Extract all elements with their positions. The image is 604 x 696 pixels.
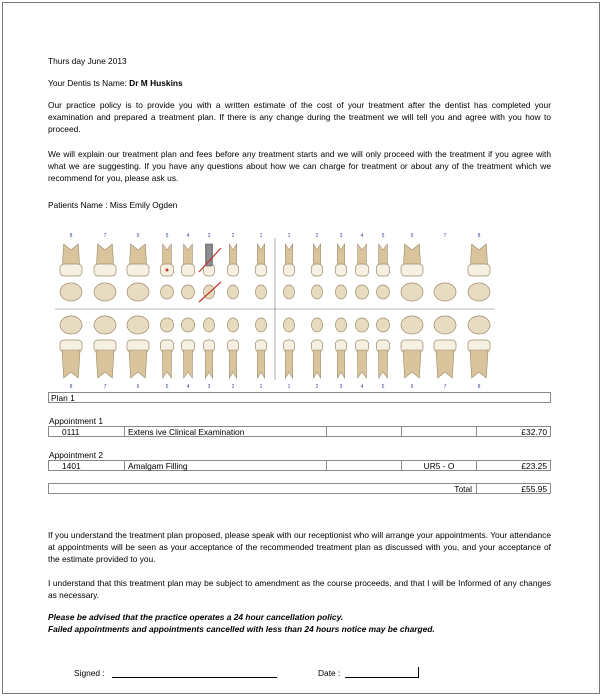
- upper-tooth-number: 6: [410, 233, 414, 239]
- upper-tooth-occlusal: [182, 285, 195, 299]
- lower-tooth-root: [62, 350, 80, 378]
- upper-tooth-crown: [468, 264, 490, 276]
- dentist-name: Dr M Huskins: [129, 78, 183, 88]
- upper-tooth-crown: [60, 264, 82, 276]
- letter-date: Thurs day June 2013: [48, 56, 127, 66]
- lower-tooth-occlusal: [60, 316, 82, 334]
- upper-tooth-number: 2: [315, 233, 319, 239]
- upper-tooth-occlusal: [284, 285, 295, 299]
- lower-tooth-number: 3: [339, 384, 343, 390]
- upper-tooth-crown: [312, 264, 323, 276]
- lower-tooth-number: 7: [103, 384, 107, 390]
- upper-tooth-occlusal: [468, 283, 490, 301]
- upper-tooth-occlusal: [94, 283, 116, 301]
- lower-tooth-occlusal: [161, 318, 174, 332]
- upper-tooth-occlusal: [161, 285, 174, 299]
- upper-tooth-number: 4: [186, 233, 190, 239]
- lower-tooth-occlusal: [377, 318, 390, 332]
- upper-tooth-occlusal: [356, 285, 369, 299]
- lower-tooth-number: 1: [287, 384, 291, 390]
- lower-tooth-number: 5: [381, 384, 385, 390]
- lower-tooth-root: [436, 350, 454, 378]
- policy-paragraph: Our practice policy is to provide you with a written estimate of the cost of your treatment after the dentist has completed your examination and prepared a treatment plan. If there is any change during the treatment we will tell you and agree with you how to proceed.: [48, 100, 551, 135]
- appointment-2-row: [48, 460, 551, 471]
- upper-tooth-number: 1: [287, 233, 291, 239]
- text-cursor: [418, 667, 419, 678]
- upper-tooth-crown: [94, 264, 116, 276]
- lower-tooth-occlusal: [182, 318, 195, 332]
- lower-tooth-root: [358, 350, 367, 378]
- lower-tooth-numbers: [70, 384, 481, 390]
- acceptance-paragraph: If you understand the treatment plan proposed, please speak with our receptionist who will arrange your appointments. Your attendance at appointments will be seen as your acceptance of the recommended treatment plan as discussed with you, and your acceptance of the estimate provided to you.: [48, 530, 551, 565]
- lower-tooth-occlusal: [356, 318, 369, 332]
- upper-tooth-occlusal: [256, 285, 267, 299]
- signature-line[interactable]: [112, 677, 277, 678]
- lower-tooth-root: [184, 350, 193, 378]
- appointment-1-tooth: [401, 427, 476, 436]
- upper-tooth-crown: [182, 264, 195, 276]
- upper-tooth-occlusal: [60, 283, 82, 301]
- upper-tooth-crown: [401, 264, 423, 276]
- total-value: £55.95: [476, 484, 550, 493]
- upper-tooth-crown: [377, 264, 390, 276]
- upper-tooth-crown: [284, 264, 295, 276]
- cancellation-policy: Please be advised that the practice operates a 24 hour cancellation policy.: [48, 612, 344, 622]
- dentist-label: Your Dentis ts Name:: [48, 78, 130, 88]
- upper-tooth-number: 8: [69, 233, 73, 239]
- lower-tooth-occlusal: [284, 318, 295, 332]
- lower-tooth-number: 3: [207, 384, 211, 390]
- upper-tooth-number: 3: [207, 233, 211, 239]
- lower-tooth-occlusal: [468, 316, 490, 334]
- upper-tooth-number: 6: [136, 233, 140, 239]
- lower-tooth-occlusal: [94, 316, 116, 334]
- upper-tooth-occlusal: [434, 283, 456, 301]
- appointment-2-description: Amalgam Filling: [124, 461, 376, 470]
- lower-tooth-occlusal: [228, 318, 239, 332]
- lower-tooth-root: [129, 350, 147, 378]
- upper-tooth-occlusal: [127, 283, 149, 301]
- upper-tooth-number: 5: [381, 233, 385, 239]
- upper-tooth-number: 7: [103, 233, 107, 239]
- upper-tooth-number: 5: [165, 233, 169, 239]
- lower-tooth-root: [403, 350, 421, 378]
- lower-tooth-number: 4: [360, 384, 364, 390]
- lower-tooth-occlusal: [401, 316, 423, 334]
- upper-tooth-number: 3: [339, 233, 343, 239]
- appointment-2-price: £23.25: [476, 461, 550, 470]
- lower-tooth-root: [379, 350, 388, 378]
- lower-tooth-root: [313, 350, 320, 378]
- amendment-paragraph: I understand that this treatment plan may be subject to amendment as the course proceeds, and that I will be Informed of any changes as necessary.: [48, 578, 551, 601]
- upper-tooth-crown: [228, 264, 239, 276]
- lower-tooth-occlusal: [434, 316, 456, 334]
- lower-tooth-occlusal: [127, 316, 149, 334]
- filling-marker: [166, 269, 169, 272]
- dentist-line: [48, 77, 183, 89]
- appointment-1-price: £32.70: [476, 427, 550, 436]
- patient-name: Patients Name : Miss Emily Ogden: [48, 200, 178, 210]
- appointment-1-description: Extens ive Clinical Examination: [124, 427, 376, 436]
- lower-tooth-number: 6: [410, 384, 414, 390]
- lower-tooth-root: [96, 350, 114, 378]
- lower-tooth-root: [257, 350, 264, 378]
- plan-title: Plan 1: [51, 393, 75, 403]
- appointment-2-label: Appointment 2: [49, 450, 104, 460]
- explain-paragraph: We will explain our treatment plan and fees before any treatment starts and we will only proceed with the treatment if you agree with what we are suggesting. If you have any questions about how we can charge for treatment or about any of the treatment which we recommend for you, please ask us.: [48, 149, 551, 184]
- appointment-2-code: 1401: [62, 461, 81, 471]
- upper-tooth-number: 1: [259, 233, 263, 239]
- lower-tooth-root: [229, 350, 236, 378]
- lower-tooth-number: 8: [477, 384, 481, 390]
- date-line[interactable]: [345, 677, 418, 678]
- upper-tooth-crown: [256, 264, 267, 276]
- upper-tooth-occlusal: [377, 285, 390, 299]
- dental-chart: [55, 230, 495, 390]
- upper-tooth-crown: [356, 264, 369, 276]
- upper-tooth-number: 8: [477, 233, 481, 239]
- lower-tooth-occlusal: [204, 318, 215, 332]
- upper-tooth-occlusal: [228, 285, 239, 299]
- lower-tooth-number: 6: [136, 384, 140, 390]
- upper-tooth-number: 7: [443, 233, 447, 239]
- signed-label: Signed :: [74, 668, 105, 678]
- lower-tooth-root: [163, 350, 172, 378]
- lower-tooth-number: 2: [315, 384, 319, 390]
- upper-tooth-occlusal: [336, 285, 347, 299]
- upper-tooth-crown: [127, 264, 149, 276]
- lower-tooth-number: 2: [231, 384, 235, 390]
- appointment-1-code: 0111: [62, 427, 80, 437]
- lower-tooth-root: [470, 350, 488, 378]
- lower-tooth-number: 5: [165, 384, 169, 390]
- plan-header: [48, 392, 551, 403]
- appointment-1-row: [48, 426, 551, 437]
- appointment-1-blank: [326, 427, 401, 436]
- upper-tooth-number: 4: [360, 233, 364, 239]
- date-label: Date :: [318, 668, 341, 678]
- total-row: [48, 483, 551, 494]
- appointment-2-blank: [326, 461, 401, 470]
- upper-tooth-number: 2: [231, 233, 235, 239]
- lower-tooth-root: [337, 350, 344, 378]
- lower-tooth-occlusal: [336, 318, 347, 332]
- appointment-1-label: Appointment 1: [49, 416, 104, 426]
- total-label: Total: [454, 484, 472, 494]
- lower-tooth-root: [285, 350, 292, 378]
- lower-tooth-occlusal: [312, 318, 323, 332]
- lower-tooth-number: 4: [186, 384, 190, 390]
- upper-tooth-occlusal: [312, 285, 323, 299]
- lower-tooth-occlusal: [256, 318, 267, 332]
- lower-tooth-root: [205, 350, 212, 378]
- upper-tooth-occlusal: [401, 283, 423, 301]
- lower-tooth-number: 7: [443, 384, 447, 390]
- appointment-2-tooth: UR5 - O: [401, 461, 476, 470]
- upper-tooth-crown: [336, 264, 347, 276]
- lower-tooth-number: 1: [259, 384, 263, 390]
- lower-tooth-number: 8: [69, 384, 73, 390]
- failed-appointments-notice: Failed appointments and appointments cancelled with less than 24 hours notice may be charged.: [48, 624, 435, 634]
